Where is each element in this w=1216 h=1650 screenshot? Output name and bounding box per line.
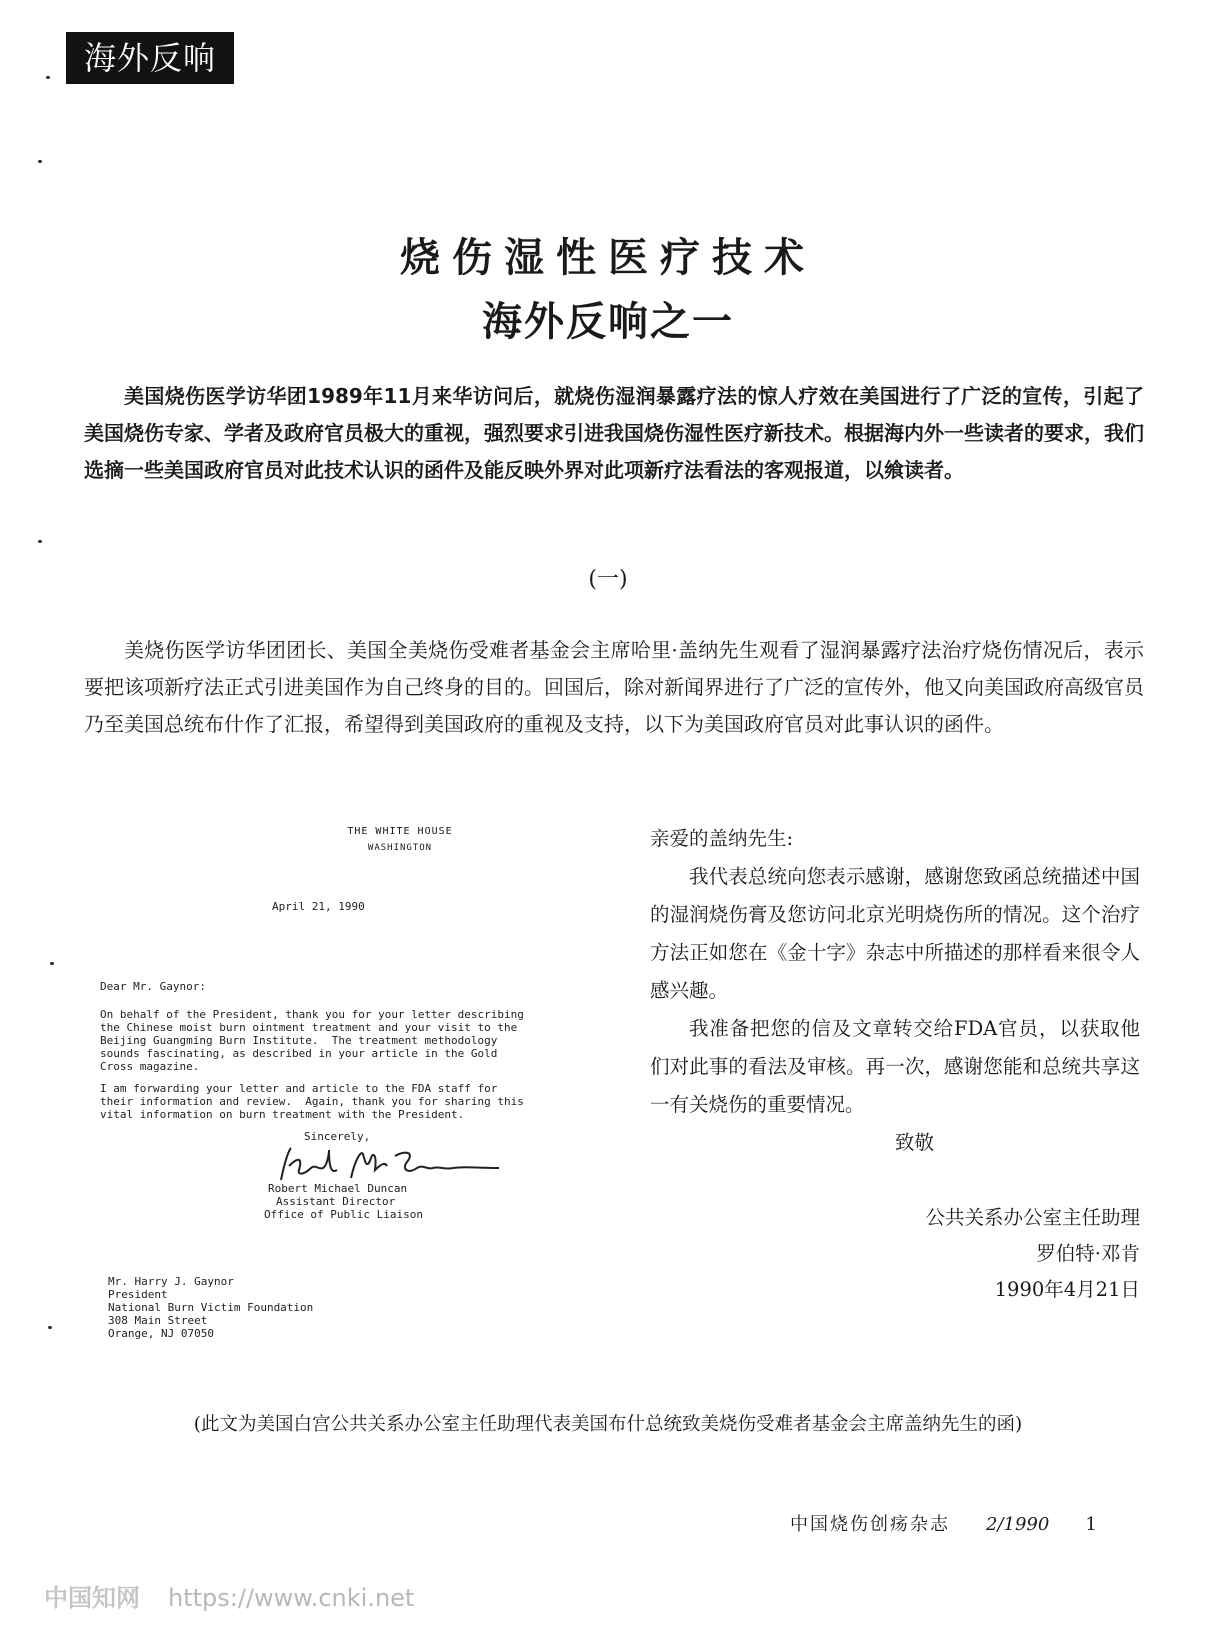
translation-signature-block	[800, 1200, 1140, 1308]
translation-paragraph-2: 我准备把您的信及文章转交给FDA官员，以获取他们对此事的看法及审核。再一次，感谢您能和总统共享这一有关烧伤的重要情况。	[650, 1017, 1140, 1116]
page-footer	[790, 1510, 1150, 1536]
journal-name: 中国烧伤创疡杂志	[790, 1514, 950, 1535]
letterhead-title: THE WHITE HOUSE	[347, 826, 453, 837]
letter-paragraph-2: I am forwarding your letter and article to the FDA staff for their information and review. Again, thank you for sharing this vital information on burn treatment with the President.	[100, 1082, 524, 1121]
scan-speck	[46, 76, 50, 79]
translation-date: 1990年4月21日	[994, 1278, 1140, 1301]
article-subtitle: 海外反响之一	[482, 299, 734, 345]
letter-closing: Sincerely,	[304, 1130, 371, 1143]
letter-date: April 21, 1990	[272, 900, 365, 913]
letter-recipient-address: Mr. Harry J. Gaynor President National Burn Victim Foundation 308 Main Street Orange, NJ 07050	[108, 1275, 314, 1340]
cnki-watermark	[44, 1578, 414, 1613]
translation-salutation: 亲爱的盖纳先生:	[650, 827, 794, 850]
translation-signer-name: 罗伯特·邓肯	[1036, 1242, 1140, 1265]
scan-speck	[48, 1326, 52, 1329]
watermark-site-name: 中国知网	[44, 1584, 140, 1612]
letter-signer-title: Assistant Director	[276, 1195, 396, 1208]
letterhead	[220, 824, 580, 856]
page-number: 1	[1085, 1514, 1097, 1535]
scan-speck	[50, 962, 54, 965]
letter-paragraph-1: On behalf of the President, thank you for your letter describing the Chinese moist burn ointment treatment and your visit to the Beijing Guangming Burn Institute. The treatment methodology sounds fascinating, as described in your article in the Gold Cross magazine.	[100, 1008, 524, 1073]
translation-closing: 致敬	[895, 1131, 935, 1154]
scan-speck	[38, 160, 42, 163]
translation-signer-title: 公共关系办公室主任助理	[925, 1206, 1140, 1229]
section-number: (一)	[588, 567, 628, 592]
letter-caption: (此文为美国白宫公共关系办公室主任助理代表美国布什总统致美烧伤受难者基金会主席盖纳先生的函)	[193, 1414, 1023, 1435]
watermark-url: https://www.cnki.net	[168, 1584, 415, 1612]
scan-speck	[38, 540, 42, 543]
intro-paragraph: 美国烧伤医学访华团1989年11月来华访问后，就烧伤湿润暴露疗法的惊人疗效在美国进行了广泛的宣传，引起了美国烧伤专家、学者及政府官员极大的重视，强烈要求引进我国烧伤湿性医疗新技术。根据海内外一些读者的要求，我们选摘一些美国政府官员对此技术认识的函件及能反映外界对此项新疗法看法的客观报道，以飨读者。	[84, 384, 1144, 482]
section-tag: 海外反响	[66, 32, 234, 84]
letter-salutation: Dear Mr. Gaynor:	[100, 980, 206, 993]
letter-translation	[650, 820, 1140, 1162]
translation-paragraph-1: 我代表总统向您表示感谢，感谢您致函总统描述中国的湿润烧伤膏及您访问北京光明烧伤所的情况。这个治疗方法正如您在《金十字》杂志中所描述的那样看来很令人感兴趣。	[650, 865, 1140, 1002]
letter-signer-name: Robert Michael Duncan	[268, 1182, 408, 1195]
issue-number: 2/1990	[986, 1514, 1050, 1535]
body-paragraph: 美烧伤医学访华团团长、美国全美烧伤受难者基金会主席哈里·盖纳先生观看了湿润暴露疗法治疗烧伤情况后，表示要把该项新疗法正式引进美国作为自己终身的目的。回国后，除对新闻界进行了广泛的宣传外，他又向美国政府高级官员乃至美国总统布什作了汇报，希望得到美国政府的重视及支持，以下为美国政府官员对此事认识的函件。	[84, 638, 1144, 736]
article-title: 烧伤湿性医疗技术	[400, 235, 816, 281]
letterhead-city: WASHINGTON	[367, 843, 433, 853]
letter-signer-office: Office of Public Liaison	[264, 1208, 423, 1221]
